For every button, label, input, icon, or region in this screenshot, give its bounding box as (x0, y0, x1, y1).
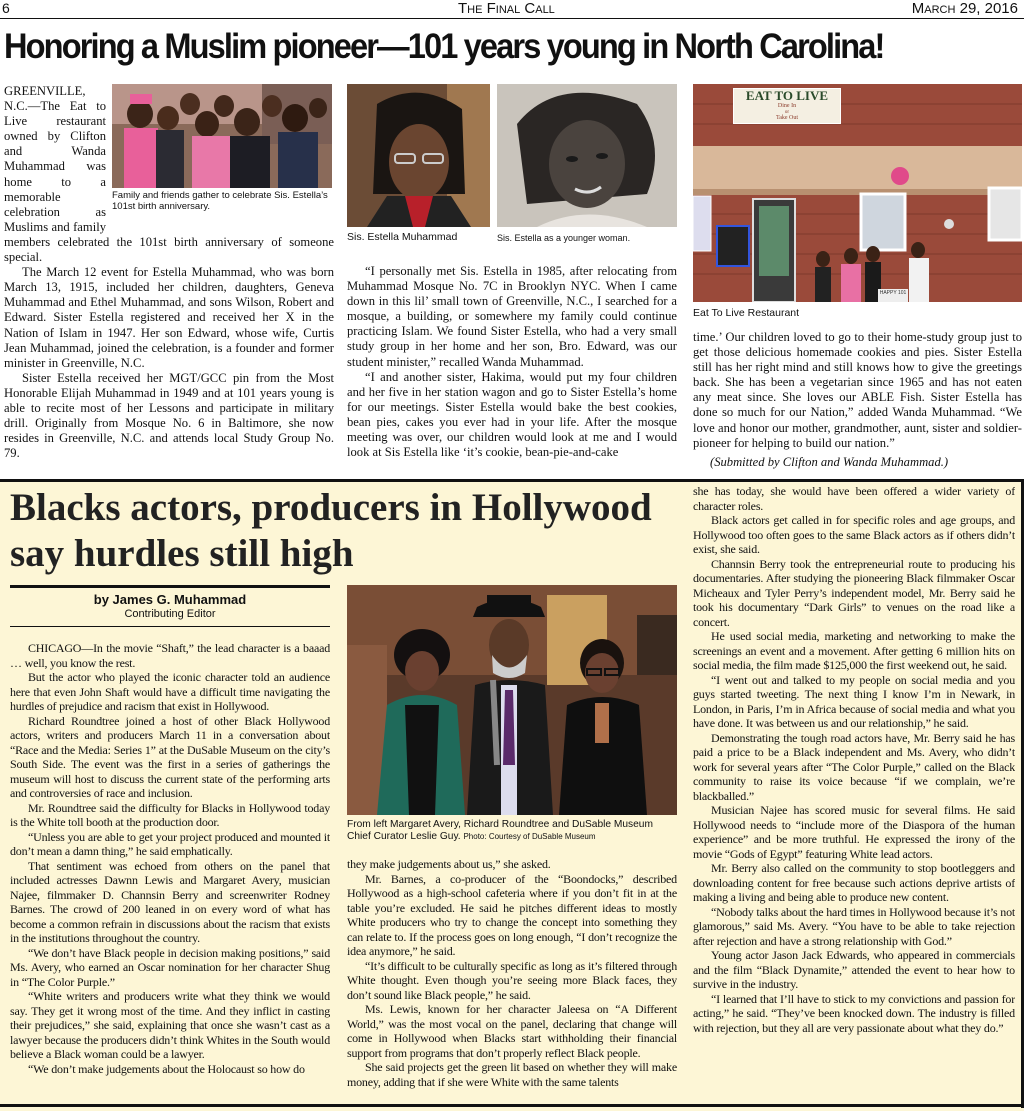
feature-paragraph: Channsin Berry took the entrepreneurial route to producing his documentaries. After studying the pioneering Black filmmaker Oscar Micheaux and Tyler Perry’s independent model, Mr. Berry said he took his documentary “Dark Girls” to venues on the road like a concert. (693, 556, 1015, 629)
feature-paragraph: Musician Najee has scored music for several films. He said Hollywood needs to “include more of the Diaspora of the human experience” and be more truthful. He expressed the irony of the movie “Gods of Egypt” featuring White lead actors. (693, 803, 1015, 861)
sign-line-2: Dine In (777, 103, 797, 109)
happy-101-sign: HAPPY 101 (879, 290, 907, 296)
feature-caption-credit: Photo: Courtesy of DuSable Museum (463, 832, 596, 841)
top-story-paragraph: “I personally met Sis. Estella in 1985, after relocating from Muhammad Mosque No. 7C in Brooklyn NYC. When I came down in this lil’ small town of Greenville, N.C., I searched for a mosque, a building, or somewhere my family could continue practicing Islam. We found Sister Estella, who had a very small study group in her home and her son, Bro. Edward, was our student minister,” recalled Wanda Muhammad. (347, 264, 677, 369)
feature-paragraph: She said projects get the green lit based on whether they will make money, adding that if she were White with the same talents (347, 1060, 677, 1089)
feature-paragraph: That sentiment was echoed from others on the panel that included actresses Dawnn Lewis and Margaret Avery, musician Najee, filmmaker D. Channsin Berry and screenwriter Rodney Barnes. The crowd of 200 leaned in on every word of what has become a common refrain in discussions about the racism that exists in the institutions throughout the country. (10, 858, 330, 945)
top-story-column-2 (347, 264, 677, 469)
top-story-headline: Honoring a Muslim pioneer—101 years young in North Carolina! (4, 27, 884, 66)
estella-caption: Sis. Estella Muhammad (347, 231, 458, 243)
feature-bottom-rule (0, 1104, 1024, 1107)
sign-line-4: Take Out (775, 115, 799, 121)
feature-paragraph: “We don’t have Black people in decision making positions,” said Ms. Avery, who earned an Oscar nomination for her character Shug in “The Color Purple.” (10, 945, 330, 989)
folio-rule (0, 18, 1024, 19)
feature-paragraph: they make judgements about us,” she asked. (347, 857, 551, 871)
family-photo (112, 84, 332, 188)
byline-title: Contributing Editor (124, 608, 216, 620)
eat-to-live-sign (733, 88, 841, 124)
top-story-column-1 (4, 84, 334, 469)
feature-paragraph: But the actor who played the iconic character told an audience here that even John Shaft would have a difficult time navigating the hurdles of prejudice and racism that exist in Hollywood. (10, 670, 330, 713)
restaurant-caption: Eat To Live Restaurant (693, 307, 800, 319)
feature-paragraph: “White writers and producers write what they think we would say. They get it wrong most of the time. And they inflict in casting their prejudices,” she said, explaining that once she wasn’t cast as a lawyer because the producers didn’t think Whites in the South would believe a Black woman could be a lawyer. (10, 989, 330, 1061)
feature-paragraph: she has today, she would have been offered a wider variety of character roles. (693, 484, 1015, 513)
byline-bottom-rule (10, 626, 330, 627)
restaurant-photo (693, 84, 1022, 302)
page-folio (0, 0, 1024, 18)
top-story-paragraph: “I and another sister, Hakima, would put my four children and her five in her station wagon and go to Sister Estella’s home for our meetings. Sister Estella would bake the best cookies, bean pies, cakes you ever had in your life. After the mosque meeting was over, our children would look at me and I would look at Sis Estella like ‘it’s cookie, bean-pie-and-cake (347, 369, 677, 460)
feature-headline: Blacks actors, producers in Hollywood say hurdles still high (10, 486, 652, 575)
feature-paragraph: CHICAGO—In the movie “Shaft,” the lead character is a baaad … well, you know the rest. (10, 641, 330, 670)
feature-paragraph: Young actor Jason Jack Edwards, who appeared in commercials and the film “Black Dynamite,” attended the event to hear how to survive in the industry. (693, 948, 1015, 991)
feature-photo (347, 585, 677, 815)
top-story-paragraph: time.’ Our children loved to go to their home-study group just to get those delicious homemade cookies and pies. Sister Estella still has her right mind and still knows how to give the greetings back. She has been a vegetarian since 1965 and has not eaten any meat since. She loves our ABLE Fish. Sister Estella has done so much for our Nation,” added Wanda Muhammad. “We love and honor our mother, grandmother, aunt, sister and soldier-pioneer for helping to build our nation.” (693, 330, 1022, 450)
page-number: 6 (2, 0, 10, 16)
younger-estella-photo (497, 84, 677, 227)
byline-name: by James G. Muhammad (93, 592, 247, 607)
feature-photo-caption (347, 819, 677, 843)
feature-paragraph: Mr. Berry also called on the community to stop bootleggers and downloading content for free because such actions deprive artists of making a living and being able to produce new content. (693, 861, 1015, 904)
feature-paragraph: “Nobody talks about the hard times in Hollywood because it’s not glamorous,” said Ms. Avery. “You have to be able to take rejection after rejection and have a strong relationship with God.” (693, 904, 1015, 948)
family-photo-block (112, 84, 334, 220)
top-story-paragraph: The March 12 event for Estella Muhammad, who was born March 13, 1915, included her children, daughters, Geneva Muhammad and Ethel Muhammad, and sons Wilson, Robert and Edward. Sister Estella registered and received her X in the Nation of Islam in 1947. Her son Edward, whose wife, Curtis Jean Muhammad, joined the celebration, is a founder and former minister in Greenville, N.C. (4, 265, 334, 370)
sign-title: EAT TO LIVE (745, 88, 829, 103)
estella-photo (347, 84, 490, 227)
feature-column-3 (693, 484, 1015, 1102)
feature-paragraph: He used social media, marketing and networking to make the screenings an event and a movement. After getting 6 million hits on social media, the film made $125,000 the first weekend out, he said. (693, 629, 1015, 672)
top-story-paragraph: Sister Estella received her MGT/GCC pin from the Most Honorable Elijah Muhammad in 1949 and at 101 years young is able to recite most of her Lessons and participate in military drill. Originally from Mosque No. 6 in Baltimore, she now resides in Greenville, N.C. and attends local Study Group No. 79. (4, 370, 334, 461)
feature-paragraph: “I went out and talked to my people on social media and you guys started tweeting. The next thing I know I’m in Newark, in London, in Paris, I’m in Africa because of social media and what you have done. It was between us and our relationship,” he said. (693, 672, 1015, 730)
feature-paragraph: Ms. Lewis, known for her character Jaleesa on “A Different World,” was the most vocal on the panel, declaring that change will come in Hollywood when Blacks start withholding their financial support from programs that don’t properly reflect Black people. (347, 1002, 677, 1060)
feature-byline (10, 592, 330, 621)
feature-paragraph: “It’s difficult to be culturally specific as long as it’s filtered through White thought. Even though you’re seeing more Black faces, they don’t sound like Black people,” he said. (347, 958, 677, 1002)
feature-paragraph: “I learned that I’ll have to stick to my convictions and passion for acting,” he said. “They’ve been knocked down. The industry is filled with rejection, but they all are very passionate about what they do.” (693, 991, 1015, 1035)
younger-estella-caption: Sis. Estella as a younger woman. (497, 233, 631, 243)
feature-caption-text: From left Margaret Avery, Richard Roundtree and DuSable Museum Chief Curator Leslie Guy. (347, 819, 653, 842)
feature-paragraph: Black actors get called in for specific roles and age groups, and Hollywood too often goes to the same Black actors as if others didn’t exist, she said. (693, 513, 1015, 556)
top-story-paragraph: GREENVILLE, N.C.—The Eat to Live restaurant owned by Clifton and Wanda Muhammad was home to a memorable celebration as Muslims and family members celebrated the 101st birth anniversary of someone special. (4, 84, 334, 265)
top-story-credit: (Submitted by Clifton and Wanda Muhammad.) (710, 455, 949, 469)
top-story-column-3 (693, 330, 1022, 455)
feature-column-1 (10, 641, 330, 1101)
feature-paragraph: “Unless you are able to get your project produced and mounted it don’t mean a damn thing,” he said emphatically. (10, 829, 330, 858)
feature-paragraph: “We don’t make judgements about the Holocaust so how do (28, 1061, 305, 1076)
byline-rule (10, 585, 330, 588)
feature-paragraph: Mr. Barnes, a co-producer of the “Boondocks,” described Hollywood as a high-school cafeteria where if you don’t fit in at the table you’re excluded. He said he pitches different ideas to mostly White producers who try to change the concept into something they can relate to. If the process goes on long enough, “I don’t recognize the idea anymore,” he said. (347, 871, 677, 958)
feature-paragraph: Demonstrating the tough road actors have, Mr. Berry said he has paid a price to be a Black independent and Ms. Avery, who didn’t work for several years after “The Color Purple,” called on the Black community to raise its voice because “if we complain, we’re blackballed.” (693, 730, 1015, 803)
family-photo-caption: Family and friends gather to celebrate Sis. Estella’s 101st birth anniversary. (112, 190, 328, 212)
publication-name: The Final Call (458, 0, 555, 17)
feature-column-2 (347, 857, 677, 1102)
feature-paragraph: Richard Roundtree joined a host of other Black Hollywood actors, writers and producers March 11 in a conversation about “Race and the Media: Series 1” at the DuSable Museum on the city’s South Side. The event was the first in a series of gatherings the museum will host to discuss the current state of the performing arts and controversies of race and inclusion. (10, 713, 330, 800)
sign-line-3: or (784, 110, 790, 115)
feature-paragraph: Mr. Roundtree said the difficulty for Blacks in Hollywood today is the White toll booth at the production door. (10, 800, 330, 829)
issue-date: March 29, 2016 (911, 0, 1018, 17)
